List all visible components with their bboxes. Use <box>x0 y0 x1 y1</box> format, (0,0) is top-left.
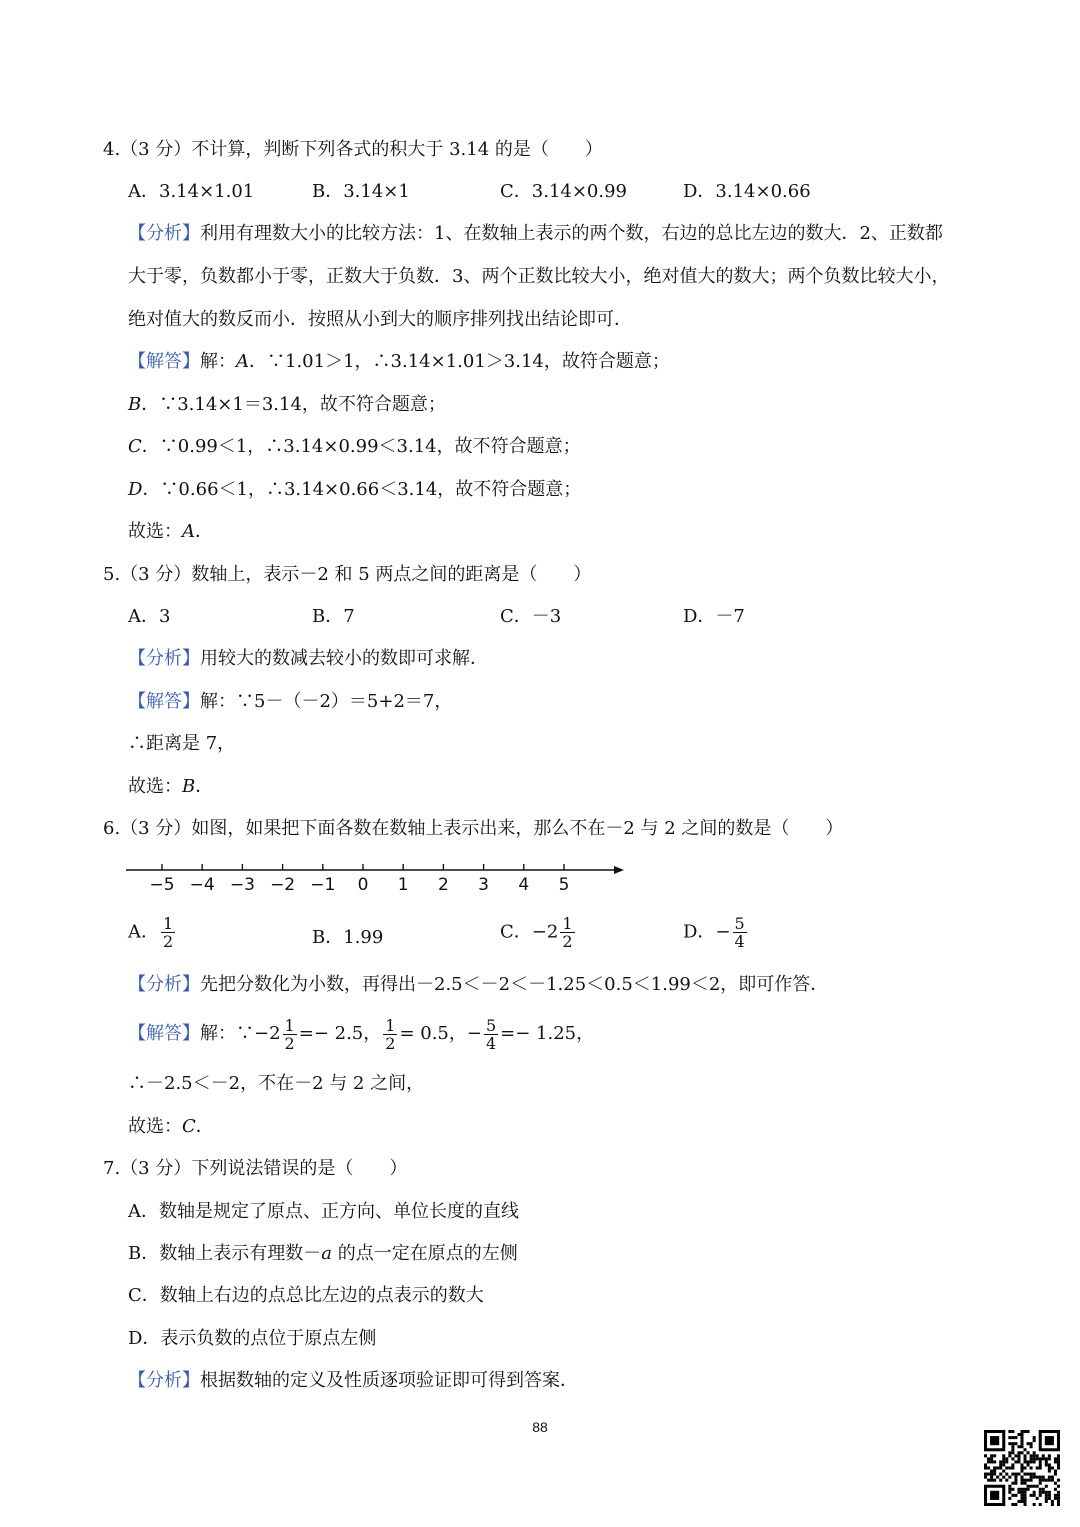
qr-module <box>1020 1463 1023 1466</box>
q4-analysis-line1: 【分析】利用有理数大小的比较方法：1、在数轴上表示的两个数，右边的总比左边的数大．2、正数都 <box>128 223 943 244</box>
q5-option-a: A．3 <box>128 606 171 627</box>
qr-module <box>1054 1457 1057 1460</box>
qr-module <box>1008 1485 1011 1488</box>
q6-option-c: C．−2 $\frac{1}{2}$ <box>500 914 573 951</box>
qr-module <box>1039 1491 1042 1494</box>
q4-analysis-line3: 绝对值大的数反而小．按照从小到大的顺序排列找出结论即可． <box>128 309 632 330</box>
qr-module <box>1042 1454 1045 1457</box>
qr-module <box>1036 1485 1039 1488</box>
qr-module <box>1020 1445 1023 1448</box>
qr-module <box>1024 1497 1027 1500</box>
q6-stem: 6.（3 分）如图，如果把下面各数在数轴上表示出来，那么不在－2 与 2 之间的数是（ ） <box>103 818 844 839</box>
qr-module <box>990 1476 993 1479</box>
qr-module <box>1027 1479 1030 1482</box>
qr-module <box>1011 1466 1014 1469</box>
qr-module <box>1033 1436 1036 1439</box>
qr-module <box>1024 1466 1027 1469</box>
qr-module <box>1005 1466 1008 1469</box>
number-line-tick-label: −1 <box>310 875 336 895</box>
qr-module <box>999 1460 1002 1463</box>
qr-module <box>1048 1457 1051 1460</box>
number-line-tick-label: −2 <box>270 875 296 895</box>
q5-option-c: C．－3 <box>500 606 562 627</box>
q5-option-d: D．－7 <box>683 606 745 627</box>
number-line-tick-label: 1 <box>397 875 409 895</box>
qr-module <box>1045 1479 1048 1482</box>
qr-module <box>1030 1494 1033 1497</box>
qr-module <box>1024 1457 1027 1460</box>
qr-module <box>1024 1494 1027 1497</box>
qr-module <box>1024 1473 1027 1476</box>
qr-module <box>1030 1442 1033 1445</box>
number-line-tick-label: −4 <box>189 875 215 895</box>
qr-module <box>1036 1476 1039 1479</box>
qr-module <box>984 1466 987 1469</box>
qr-module <box>1005 1473 1008 1476</box>
qr-module <box>1027 1488 1030 1491</box>
qr-module <box>1039 1460 1042 1463</box>
qr-module <box>993 1479 996 1482</box>
qr-module <box>990 1491 999 1500</box>
analysis-tag: 【分析】 <box>128 1370 200 1391</box>
qr-module <box>1027 1460 1030 1463</box>
qr-module <box>1024 1430 1027 1433</box>
qr-module <box>1017 1451 1020 1454</box>
q4-option-c: C．3.14×0.99 <box>500 181 628 202</box>
qr-module <box>1008 1497 1011 1500</box>
qr-module <box>1014 1454 1017 1457</box>
qr-module <box>1008 1466 1011 1469</box>
q6-solution-1: 【解答】解：∵−2 $\frac{1}{2}$ =− 2.5， $\frac{1}{2}$ = 0.5，− $\frac{5}{4}$ =− 1.25， <box>128 1015 595 1053</box>
answer-tag: 【解答】 <box>128 351 200 372</box>
qr-module <box>1039 1488 1042 1491</box>
qr-module <box>984 1463 987 1466</box>
fraction: $\frac{1}{2}$ <box>385 1015 396 1053</box>
q4-solution-c: C．∵0.99＜1，∴3.14×0.99＜3.14，故不符合题意； <box>128 436 581 457</box>
qr-module <box>1033 1473 1036 1476</box>
qr-module <box>1008 1436 1011 1439</box>
qr-module <box>1017 1454 1020 1457</box>
qr-module <box>1051 1466 1054 1469</box>
qr-module <box>1033 1451 1036 1454</box>
qr-module <box>1011 1442 1014 1445</box>
qr-module <box>1008 1454 1011 1457</box>
qr-module <box>1039 1503 1042 1506</box>
qr-module <box>1033 1494 1036 1497</box>
qr-module <box>1008 1476 1011 1479</box>
qr-module <box>1030 1466 1033 1469</box>
qr-module <box>1054 1494 1057 1497</box>
qr-module <box>1057 1479 1060 1482</box>
q5-analysis: 【分析】用较大的数减去较小的数即可求解． <box>128 648 488 669</box>
qr-module <box>1027 1485 1030 1488</box>
qr-module <box>1020 1442 1023 1445</box>
qr-module <box>1057 1491 1060 1494</box>
qr-module <box>1008 1491 1011 1494</box>
qr-module <box>1002 1463 1005 1466</box>
qr-code-icon <box>984 1430 1060 1506</box>
qr-module <box>1057 1494 1060 1497</box>
qr-module <box>1020 1491 1023 1494</box>
fraction: $\frac{1}{2}$ <box>163 914 174 951</box>
qr-module <box>1039 1476 1042 1479</box>
q7-option-c: C．数轴上右边的点总比左边的点表示的数大 <box>128 1285 484 1306</box>
qr-module <box>1039 1494 1042 1497</box>
qr-module <box>999 1473 1002 1476</box>
qr-module <box>1045 1494 1048 1497</box>
qr-module <box>1002 1460 1005 1463</box>
qr-module <box>996 1466 999 1469</box>
q5-solution-2: ∴距离是 7， <box>128 733 236 754</box>
qr-module <box>1048 1491 1051 1494</box>
number-line-tick-label: −5 <box>149 875 175 895</box>
qr-module <box>1027 1430 1030 1433</box>
qr-module <box>1030 1445 1033 1448</box>
qr-module <box>1051 1500 1054 1503</box>
qr-module <box>1002 1457 1005 1460</box>
qr-module <box>1039 1482 1042 1485</box>
qr-module <box>1017 1473 1020 1476</box>
qr-module <box>1045 1491 1048 1494</box>
qr-module <box>1014 1436 1017 1439</box>
qr-module <box>1024 1454 1027 1457</box>
q6-solution-2: ∴－2.5＜－2，不在－2 与 2 之间， <box>128 1073 425 1094</box>
qr-module <box>1030 1485 1033 1488</box>
page-number: 88 <box>532 1419 548 1435</box>
qr-module <box>1051 1476 1054 1479</box>
qr-module <box>1014 1442 1017 1445</box>
q7-option-d: D．表示负数的点位于原点左侧 <box>128 1328 377 1349</box>
qr-module <box>1042 1491 1045 1494</box>
qr-module <box>1020 1436 1023 1439</box>
qr-module <box>1030 1479 1033 1482</box>
qr-module <box>993 1454 996 1457</box>
qr-module <box>1048 1497 1051 1500</box>
qr-module <box>1020 1482 1023 1485</box>
qr-module <box>1024 1503 1027 1506</box>
qr-module <box>1014 1476 1017 1479</box>
qr-module <box>1008 1451 1011 1454</box>
qr-module <box>1045 1463 1048 1466</box>
qr-module <box>1020 1470 1023 1473</box>
fraction: $\frac{5}{4}$ <box>734 914 745 951</box>
qr-module <box>1030 1476 1033 1479</box>
q6-analysis: 【分析】先把分数化为小数，再得出－2.5＜－2＜－1.25＜0.5＜1.99＜2，即可作答． <box>128 974 829 995</box>
qr-module <box>987 1457 990 1460</box>
qr-module <box>1017 1445 1020 1448</box>
qr-module <box>993 1470 996 1473</box>
qr-module <box>987 1473 990 1476</box>
qr-module <box>1030 1460 1033 1463</box>
qr-module <box>1054 1488 1057 1491</box>
q4-option-a: A．3.14×1.01 <box>128 181 255 202</box>
number-line-tick-label: 4 <box>518 875 530 895</box>
qr-module <box>1045 1500 1048 1503</box>
qr-module <box>1020 1451 1023 1454</box>
qr-module <box>1024 1482 1027 1485</box>
qr-module <box>1030 1473 1033 1476</box>
qr-module <box>1011 1451 1014 1454</box>
qr-module <box>1020 1430 1023 1433</box>
qr-module <box>1057 1460 1060 1463</box>
qr-module <box>1011 1445 1014 1448</box>
qr-module <box>1020 1494 1023 1497</box>
qr-module <box>1039 1479 1042 1482</box>
q4-solution-d: D．∵0.66＜1，∴3.14×0.66＜3.14，故不符合题意； <box>128 479 582 500</box>
qr-module <box>1048 1463 1051 1466</box>
qr-module <box>1042 1457 1045 1460</box>
qr-module <box>984 1473 987 1476</box>
qr-module <box>1042 1488 1045 1491</box>
qr-module <box>1045 1497 1048 1500</box>
q7-stem: 7.（3 分）下列说法错误的是（ ） <box>103 1158 408 1179</box>
qr-module <box>1008 1442 1011 1445</box>
qr-module <box>1030 1454 1033 1457</box>
qr-module <box>1014 1503 1017 1506</box>
qr-module <box>1002 1476 1005 1479</box>
qr-module <box>1057 1500 1060 1503</box>
qr-module <box>1033 1460 1036 1463</box>
qr-module <box>1036 1497 1039 1500</box>
qr-module <box>1036 1466 1039 1469</box>
answer-tag: 【解答】 <box>128 1023 200 1044</box>
qr-module <box>990 1454 993 1457</box>
qr-module <box>984 1454 987 1457</box>
qr-module <box>1005 1479 1008 1482</box>
qr-module <box>999 1466 1002 1469</box>
qr-module <box>1017 1460 1020 1463</box>
qr-module <box>990 1457 993 1460</box>
qr-module <box>1054 1482 1057 1485</box>
analysis-tag: 【分析】 <box>128 648 200 669</box>
qr-module <box>1057 1454 1060 1457</box>
qr-module <box>1027 1473 1030 1476</box>
qr-module <box>990 1479 993 1482</box>
qr-module <box>1051 1503 1054 1506</box>
qr-module <box>1014 1479 1017 1482</box>
qr-module <box>1045 1457 1048 1460</box>
number-line-tick-label: 2 <box>437 875 449 895</box>
qr-module <box>1027 1463 1030 1466</box>
qr-module <box>1036 1454 1039 1457</box>
qr-module <box>987 1466 990 1469</box>
q7-option-b: B．数轴上表示有理数－a 的点一定在原点的左侧 <box>128 1243 518 1264</box>
qr-module <box>1011 1436 1014 1439</box>
qr-module <box>1011 1463 1014 1466</box>
fraction: $\frac{1}{2}$ <box>284 1015 295 1053</box>
qr-module <box>1036 1457 1039 1460</box>
q6-choice: 故选：C． <box>128 1116 214 1137</box>
qr-module <box>1042 1476 1045 1479</box>
q5-option-b: B．7 <box>312 606 355 627</box>
number-line-tick-label: 3 <box>478 875 490 895</box>
qr-module <box>1054 1460 1057 1463</box>
qr-module <box>1030 1457 1033 1460</box>
qr-module <box>1011 1430 1014 1433</box>
qr-module <box>1020 1439 1023 1442</box>
qr-module <box>1011 1488 1014 1491</box>
qr-module <box>1033 1485 1036 1488</box>
qr-module <box>1057 1466 1060 1469</box>
qr-module <box>1024 1491 1027 1494</box>
analysis-tag: 【分析】 <box>128 223 200 244</box>
qr-module <box>1027 1451 1030 1454</box>
qr-module <box>1020 1500 1023 1503</box>
qr-module <box>990 1470 993 1473</box>
qr-module <box>999 1463 1002 1466</box>
qr-module <box>1024 1488 1027 1491</box>
q6-option-a: A． $\frac{1}{2}$ <box>128 914 174 951</box>
q7-option-a: A．数轴是规定了原点、正方向、单位长度的直线 <box>128 1201 519 1222</box>
qr-module <box>1011 1482 1014 1485</box>
q6-option-b: B．1.99 <box>312 927 384 948</box>
qr-module <box>1005 1460 1008 1463</box>
qr-module <box>1011 1494 1014 1497</box>
number-line-tick-label: 0 <box>357 875 369 895</box>
qr-module <box>1045 1436 1054 1445</box>
answer-tag: 【解答】 <box>128 691 200 712</box>
fraction: $\frac{1}{2}$ <box>562 914 573 951</box>
qr-module <box>1033 1503 1036 1506</box>
qr-module <box>1045 1460 1048 1463</box>
qr-module <box>1024 1500 1027 1503</box>
qr-module <box>1033 1457 1036 1460</box>
qr-module <box>1008 1430 1011 1433</box>
q4-analysis-line2: 大于零，负数都小于零，正数大于负数．3、两个正数比较大小，绝对值大的数大；两个负数比较大小， <box>128 266 950 287</box>
qr-module <box>1011 1473 1014 1476</box>
qr-module <box>993 1473 996 1476</box>
qr-module <box>1057 1463 1060 1466</box>
qr-module <box>1033 1491 1036 1494</box>
q5-solution-1: 【解答】解：∵5－（－2）＝5+2＝7， <box>128 691 453 712</box>
qr-module <box>1048 1470 1051 1473</box>
q4-option-d: D．3.14×0.66 <box>683 181 811 202</box>
qr-module <box>1002 1470 1005 1473</box>
q5-stem: 5.（3 分）数轴上，表示－2 和 5 两点之间的距离是（ ） <box>103 564 592 585</box>
qr-module <box>1017 1500 1020 1503</box>
qr-module <box>1024 1460 1027 1463</box>
q4-solution-a: 【解答】解：A．∵1.01＞1，∴3.14×1.01＞3.14，故符合题意； <box>128 351 670 372</box>
qr-module <box>1020 1476 1023 1479</box>
qr-module <box>1033 1476 1036 1479</box>
qr-module <box>1039 1463 1042 1466</box>
qr-module <box>1027 1442 1030 1445</box>
qr-module <box>1020 1433 1023 1436</box>
q4-option-b: B．3.14×1 <box>312 181 410 202</box>
qr-module <box>984 1476 987 1479</box>
fraction: $\frac{5}{4}$ <box>485 1015 497 1053</box>
qr-module <box>1014 1473 1017 1476</box>
qr-module <box>1033 1439 1036 1442</box>
qr-module <box>1048 1476 1051 1479</box>
qr-module <box>1011 1448 1014 1451</box>
qr-module <box>1045 1485 1048 1488</box>
qr-module <box>993 1466 996 1469</box>
qr-module <box>990 1436 999 1445</box>
qr-module <box>1057 1497 1060 1500</box>
qr-module <box>1017 1457 1020 1460</box>
qr-module <box>1024 1448 1027 1451</box>
q4-choice: 故选：A． <box>128 521 213 542</box>
number-line-arrow <box>614 866 624 874</box>
qr-module <box>1020 1479 1023 1482</box>
qr-module <box>1048 1494 1051 1497</box>
number-line-tick-label: 5 <box>558 875 570 895</box>
qr-module <box>987 1479 990 1482</box>
qr-module <box>1011 1457 1014 1460</box>
qr-module <box>990 1473 993 1476</box>
qr-module <box>1008 1488 1011 1491</box>
q4-solution-b: B．∵3.14×1＝3.14，故不符合题意； <box>128 394 446 415</box>
qr-module <box>1005 1457 1008 1460</box>
qr-module <box>1020 1488 1023 1491</box>
number-line-tick-label: −3 <box>229 875 255 895</box>
qr-module <box>1039 1457 1042 1460</box>
qr-module <box>1014 1460 1017 1463</box>
qr-module <box>1048 1479 1051 1482</box>
qr-module <box>1057 1485 1060 1488</box>
qr-module <box>1020 1497 1023 1500</box>
qr-module <box>1002 1454 1005 1457</box>
qr-module <box>1051 1479 1054 1482</box>
qr-module <box>1057 1503 1060 1506</box>
qr-module <box>1033 1454 1036 1457</box>
qr-module <box>1017 1488 1020 1491</box>
qr-module <box>1048 1466 1051 1469</box>
qr-module <box>999 1479 1002 1482</box>
qr-module <box>1054 1473 1057 1476</box>
qr-module <box>990 1460 993 1463</box>
analysis-tag: 【分析】 <box>128 974 200 995</box>
qr-module <box>1011 1503 1014 1506</box>
qr-module <box>1017 1433 1020 1436</box>
qr-module <box>987 1460 990 1463</box>
qr-module <box>1054 1470 1057 1473</box>
qr-module <box>1014 1494 1017 1497</box>
qr-module <box>1017 1491 1020 1494</box>
qr-module <box>1039 1466 1042 1469</box>
q4-stem: 4.（3 分）不计算，判断下列各式的积大于 3.14 的是（ ） <box>103 139 603 160</box>
qr-module <box>996 1476 999 1479</box>
qr-module <box>1057 1457 1060 1460</box>
q7-analysis: 【分析】根据数轴的定义及性质逐项验证即可得到答案． <box>128 1370 578 1391</box>
qr-module <box>993 1460 996 1463</box>
qr-module <box>1042 1479 1045 1482</box>
qr-module <box>1020 1466 1023 1469</box>
qr-module <box>1014 1482 1017 1485</box>
qr-module <box>1024 1479 1027 1482</box>
q5-choice: 故选：B． <box>128 776 214 797</box>
qr-module <box>1048 1454 1051 1457</box>
q6-option-d: D．− $\frac{5}{4}$ <box>683 914 745 951</box>
number-line <box>120 856 640 898</box>
qr-module <box>1054 1497 1057 1500</box>
